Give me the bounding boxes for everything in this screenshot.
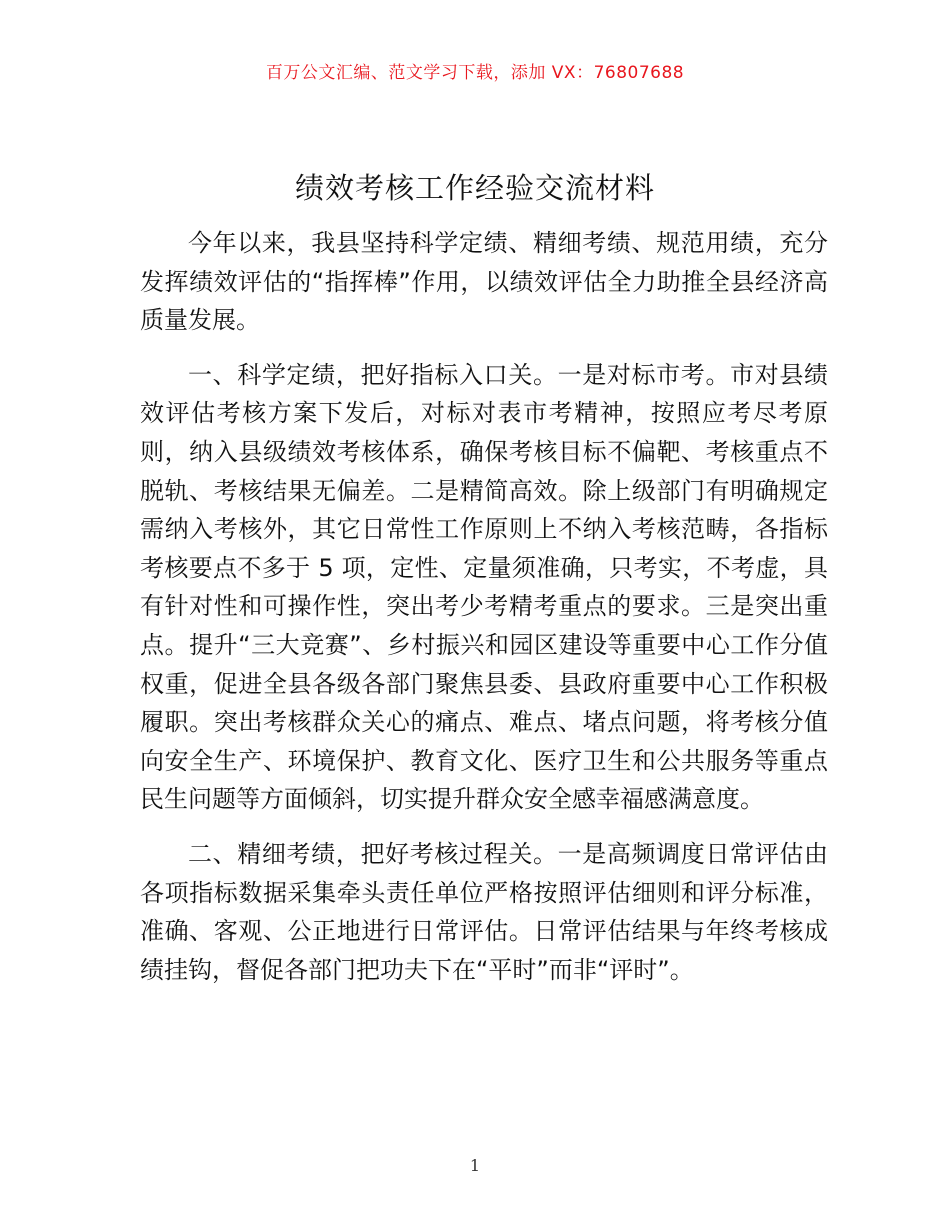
document-body — [140, 224, 828, 1005]
document-title: 绩效考核工作经验交流材料 — [294, 171, 655, 205]
paragraph-section-1: 一、科学定绩，把好指标入口关。一是对标市考。市对县绩效评估考核方案下发后，对标对表市考精神，按照应考尽考原则，纳入县级绩效考核体系，确保考核目标不偏靶、考核重点不脱轨、考核结果无偏差。二是精简高效。除上级部门有明确规定需纳入考核外，其它日常性工作原则上不纳入考核范畴，各指标考核要点不多于 5 项，定性、定量须准确，只考实，不考虚，具有针对性和可操作性，突出考少考精考重点的要求。三是突出重点。提升“三大竞赛”、乡村振兴和园区建设等重要中心工作分值权重，促进全县各级各部门聚焦县委、县政府重要中心工作积极履职。突出考核群众关心的痛点、难点、堵点问题，将考核分值向安全生产、环境保护、教育文化、医疗卫生和公共服务等重点民生问题等方面倾斜，切实提升群众安全感幸福感满意度。 — [140, 360, 828, 814]
page-number: 1 — [469, 1156, 481, 1175]
header-promo-text: 百万公文汇编、范文学习下载，添加 VX：76807688 — [265, 63, 685, 83]
paragraph-section-2: 二、精细考绩，把好考核过程关。一是高频调度日常评估由各项指标数据采集牵头责任单位严格按照评估细则和评分标准，准确、客观、公正地进行日常评估。日常评估结果与年终考核成绩挂钩，督促各部门把功夫下在“平时”而非“评时”。 — [140, 839, 828, 984]
paragraph-intro: 今年以来，我县坚持科学定绩、精细考绩、规范用绩，充分发挥绩效评估的“指挥棒”作用，以绩效评估全力助推全县经济高质量发展。 — [140, 229, 828, 335]
